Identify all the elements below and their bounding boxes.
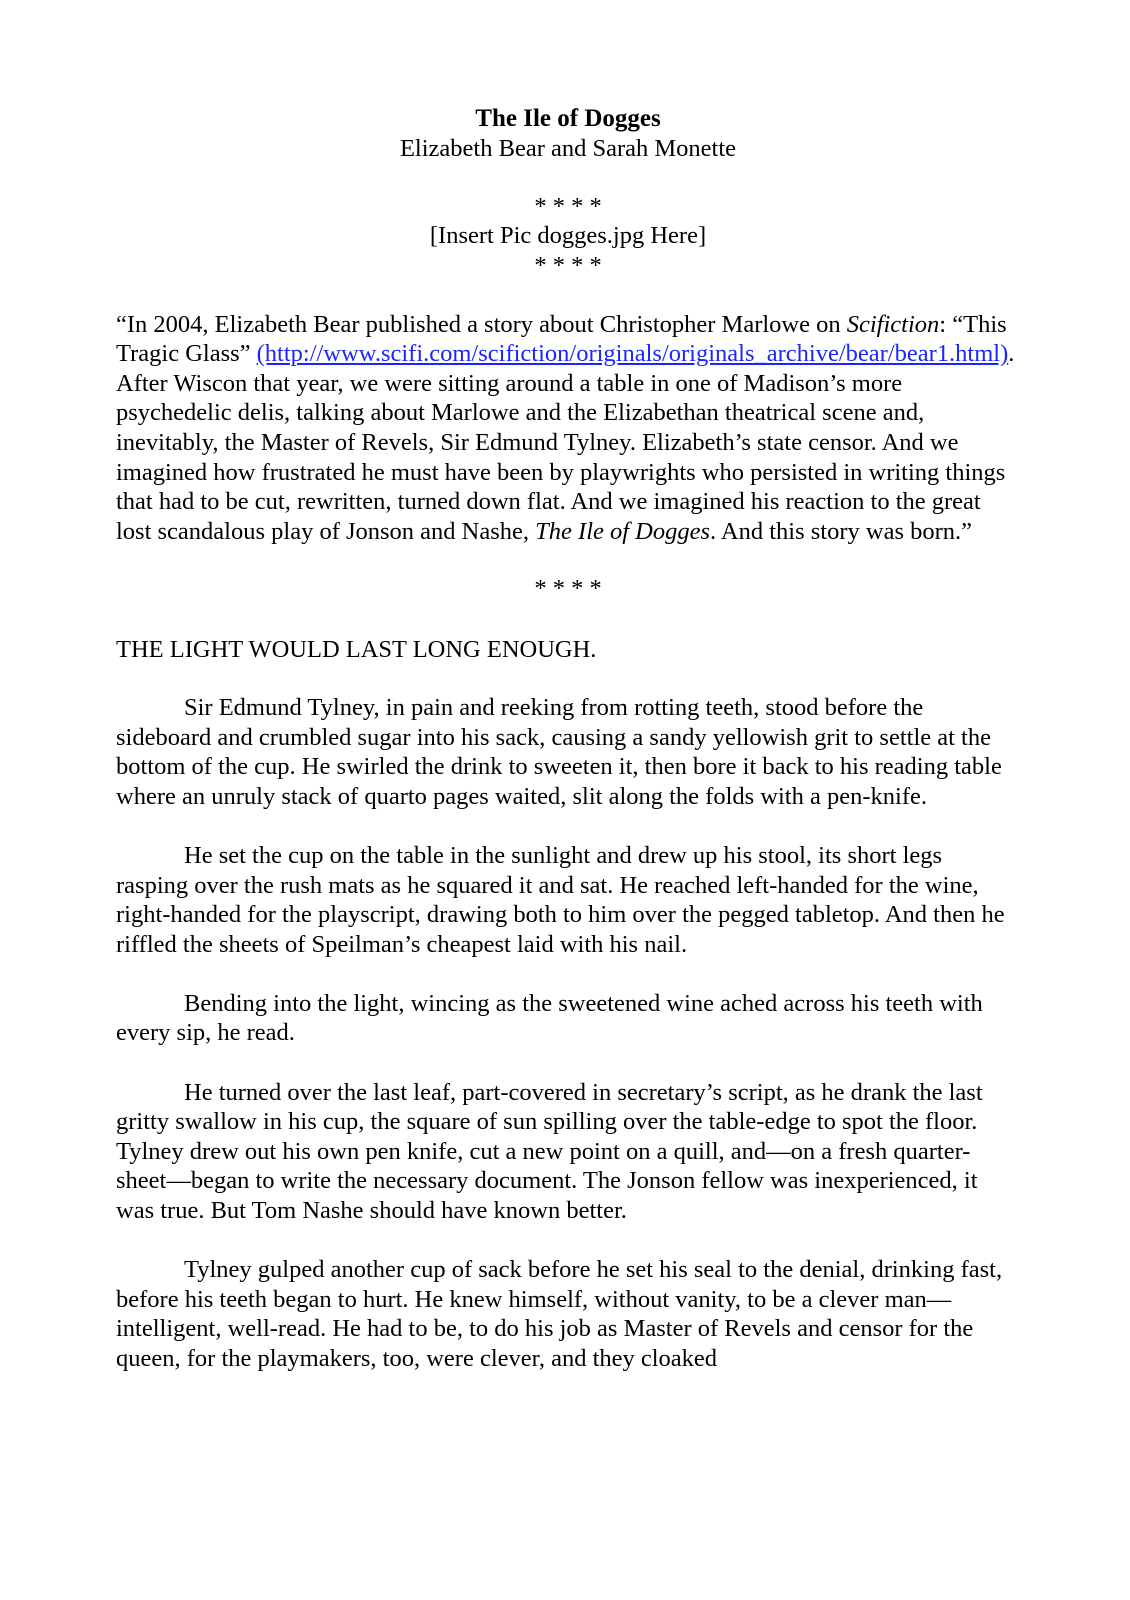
story-authors: Elizabeth Bear and Sarah Monette xyxy=(399,135,737,162)
story-paragraph: Tylney gulped another cup of sack before he set his seal to the denial, drinking fast, before his teeth began to hurt. He knew himself, without vanity, to be a clever man—intelligent, well-read. He had to be, to do his job as Master of Revels and censor for the queen, for the playmakers, too, were clever, and they cloaked xyxy=(116,1256,1003,1372)
story-opening-line: THE LIGHT WOULD LAST LONG ENOUGH. xyxy=(116,636,597,664)
story-paragraph: Sir Edmund Tylney, in pain and reeking from rotting teeth, stood before the sideboard and crumbled sugar into his sack, causing a sandy yellowish grit to settle at the bottom of the cup. He swirled the drink to sweeten it, then bore it back to his reading table where an unruly stack of quarto pages waited, slit along the folds with a pen-knife. xyxy=(116,693,1002,810)
story-paragraph: He turned over the last leaf, part-covered in secretary’s script, as he drank the last gritty swallow in his cup, the square of sun spilling over the table-edge to spot the floor. Tylney drew out his own pen knife, cut a new point on a quill, and—on a fresh quarter-sheet—began to write the necessary document. The Jonson fellow was inexperienced, it was true. But Tom Nashe should have known better. xyxy=(116,1078,983,1225)
scifiction-link[interactable]: (http://www.scifi.com/scifiction/originals/originals_archive/bear/bear1.html) xyxy=(256,340,1009,368)
separator-top: * * * * xyxy=(534,193,602,220)
intro-play-title: The Ile of Dogges xyxy=(535,517,711,545)
image-placeholder: [Insert Pic dogges.jpg Here] xyxy=(429,222,707,249)
separator-middle: * * * * xyxy=(534,575,602,603)
intro-text-4: . And this story was born.” xyxy=(710,517,973,545)
intro-scifiction: Scifiction xyxy=(846,310,940,338)
story-paragraph: He set the cup on the table in the sunlight and drew up his stool, its short legs rasping over the rush mats as he squared it and sat. He reached left-handed for the wine, right-handed for the playscript, drawing both to him over the pegged tabletop. And then he riffled the sheets of Speilman’s cheapest laid with his nail. xyxy=(116,841,1005,958)
intro-text-2: : “This Tragic Glass” xyxy=(116,310,1007,368)
separator-after-placeholder: * * * * xyxy=(534,251,602,279)
intro-text-3: . After Wiscon that year, we were sitting around a table in one of Madison’s more psychedelic delis, talking about Marlowe and the Elizabethan theatrical scene and, inevitably, the Master of Revels, Sir Edmund Tylney. Elizabeth’s state censor. And we imagined how frustrated he must have been by playwrights who persisted in writing things that had to be cut, rewritten, turned down flat. And we imagined his reaction to the great lost scandalous play of Jonson and Nashe, xyxy=(116,340,1015,545)
intro-paragraph xyxy=(116,310,1020,547)
document-page xyxy=(116,104,1020,1374)
story-title: The Ile of Dogges xyxy=(475,105,661,132)
intro-text-1: “In 2004, Elizabeth Bear published a story about Christopher Marlowe on xyxy=(116,310,847,338)
story-paragraph: Bending into the light, wincing as the sweetened wine ached across his teeth with every sip, he read. xyxy=(116,989,983,1047)
